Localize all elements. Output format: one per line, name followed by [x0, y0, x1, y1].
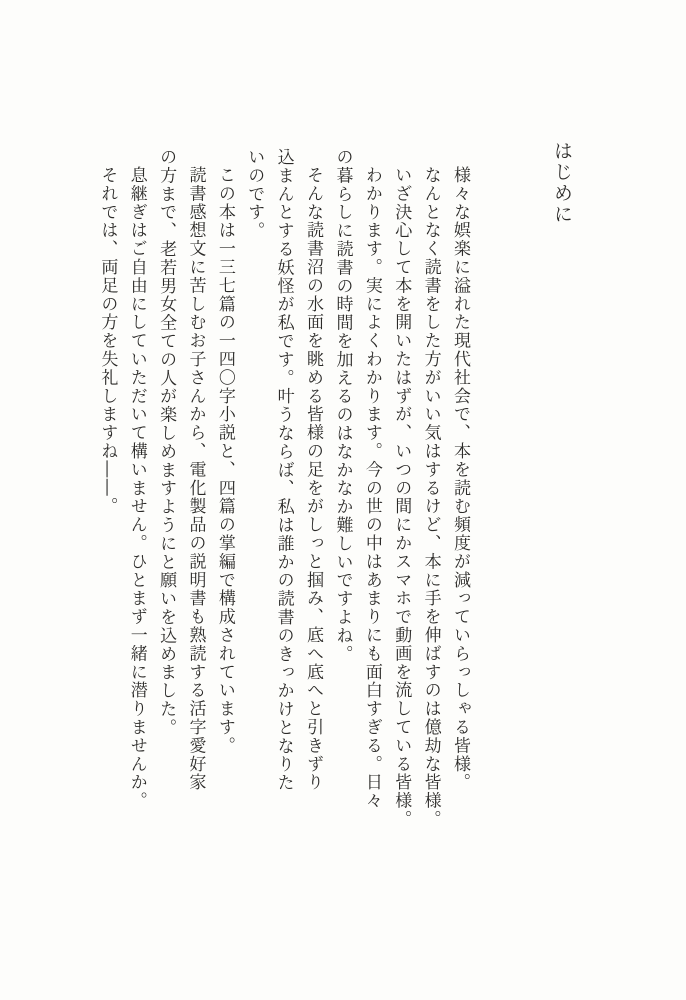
text-column: いざ決心して本を開いたはずが、いつの間にかスマホで動画を流している皆様。 — [391, 166, 412, 829]
text-column: わかります。実によくわかります。今の世の中はあまりにも面白すぎる。日々 — [361, 166, 382, 811]
text-column: の暮らしに読書の時間を加えるのはなかなか難しいですよね。 — [332, 148, 353, 664]
text-column: 込まんとする妖怪が私です。叶うならば、私は誰かの読書のきっかけとなりた — [273, 148, 294, 792]
text-column: 様々な娯楽に溢れた現代社会で、本を読む頻度が減っていらっしゃる皆様。 — [450, 166, 470, 792]
body-text — [92, 148, 474, 848]
text-column: この本は一三七篇の一四〇字小説と、四篇の掌編で構成されています。 — [214, 166, 235, 756]
text-column: なんとなく読書をした方がいい気はするけど、本に手を伸ばすのは億劫な皆様。 — [420, 166, 441, 829]
text-column: の方まで、老若男女全ての人が楽しめますようにと願いを込めました。 — [156, 148, 177, 737]
text-column: 息継ぎはご自由にしていただいて構いません。ひとまず一緒に潜りませんか。 — [126, 166, 147, 811]
text-column: それでは、両足の方を失礼しますね――。 — [97, 166, 118, 516]
text-column: そんな読書沼の水面を眺める皆様の足をがしっと掴み、底へ底へと引きずり — [303, 166, 324, 792]
text-column: 読書感想文に苦しむお子さんから、電化製品の説明書も熟読する活字愛好家 — [185, 166, 206, 792]
text-column: いのです。 — [244, 148, 265, 240]
page-title: はじめに — [551, 141, 573, 225]
